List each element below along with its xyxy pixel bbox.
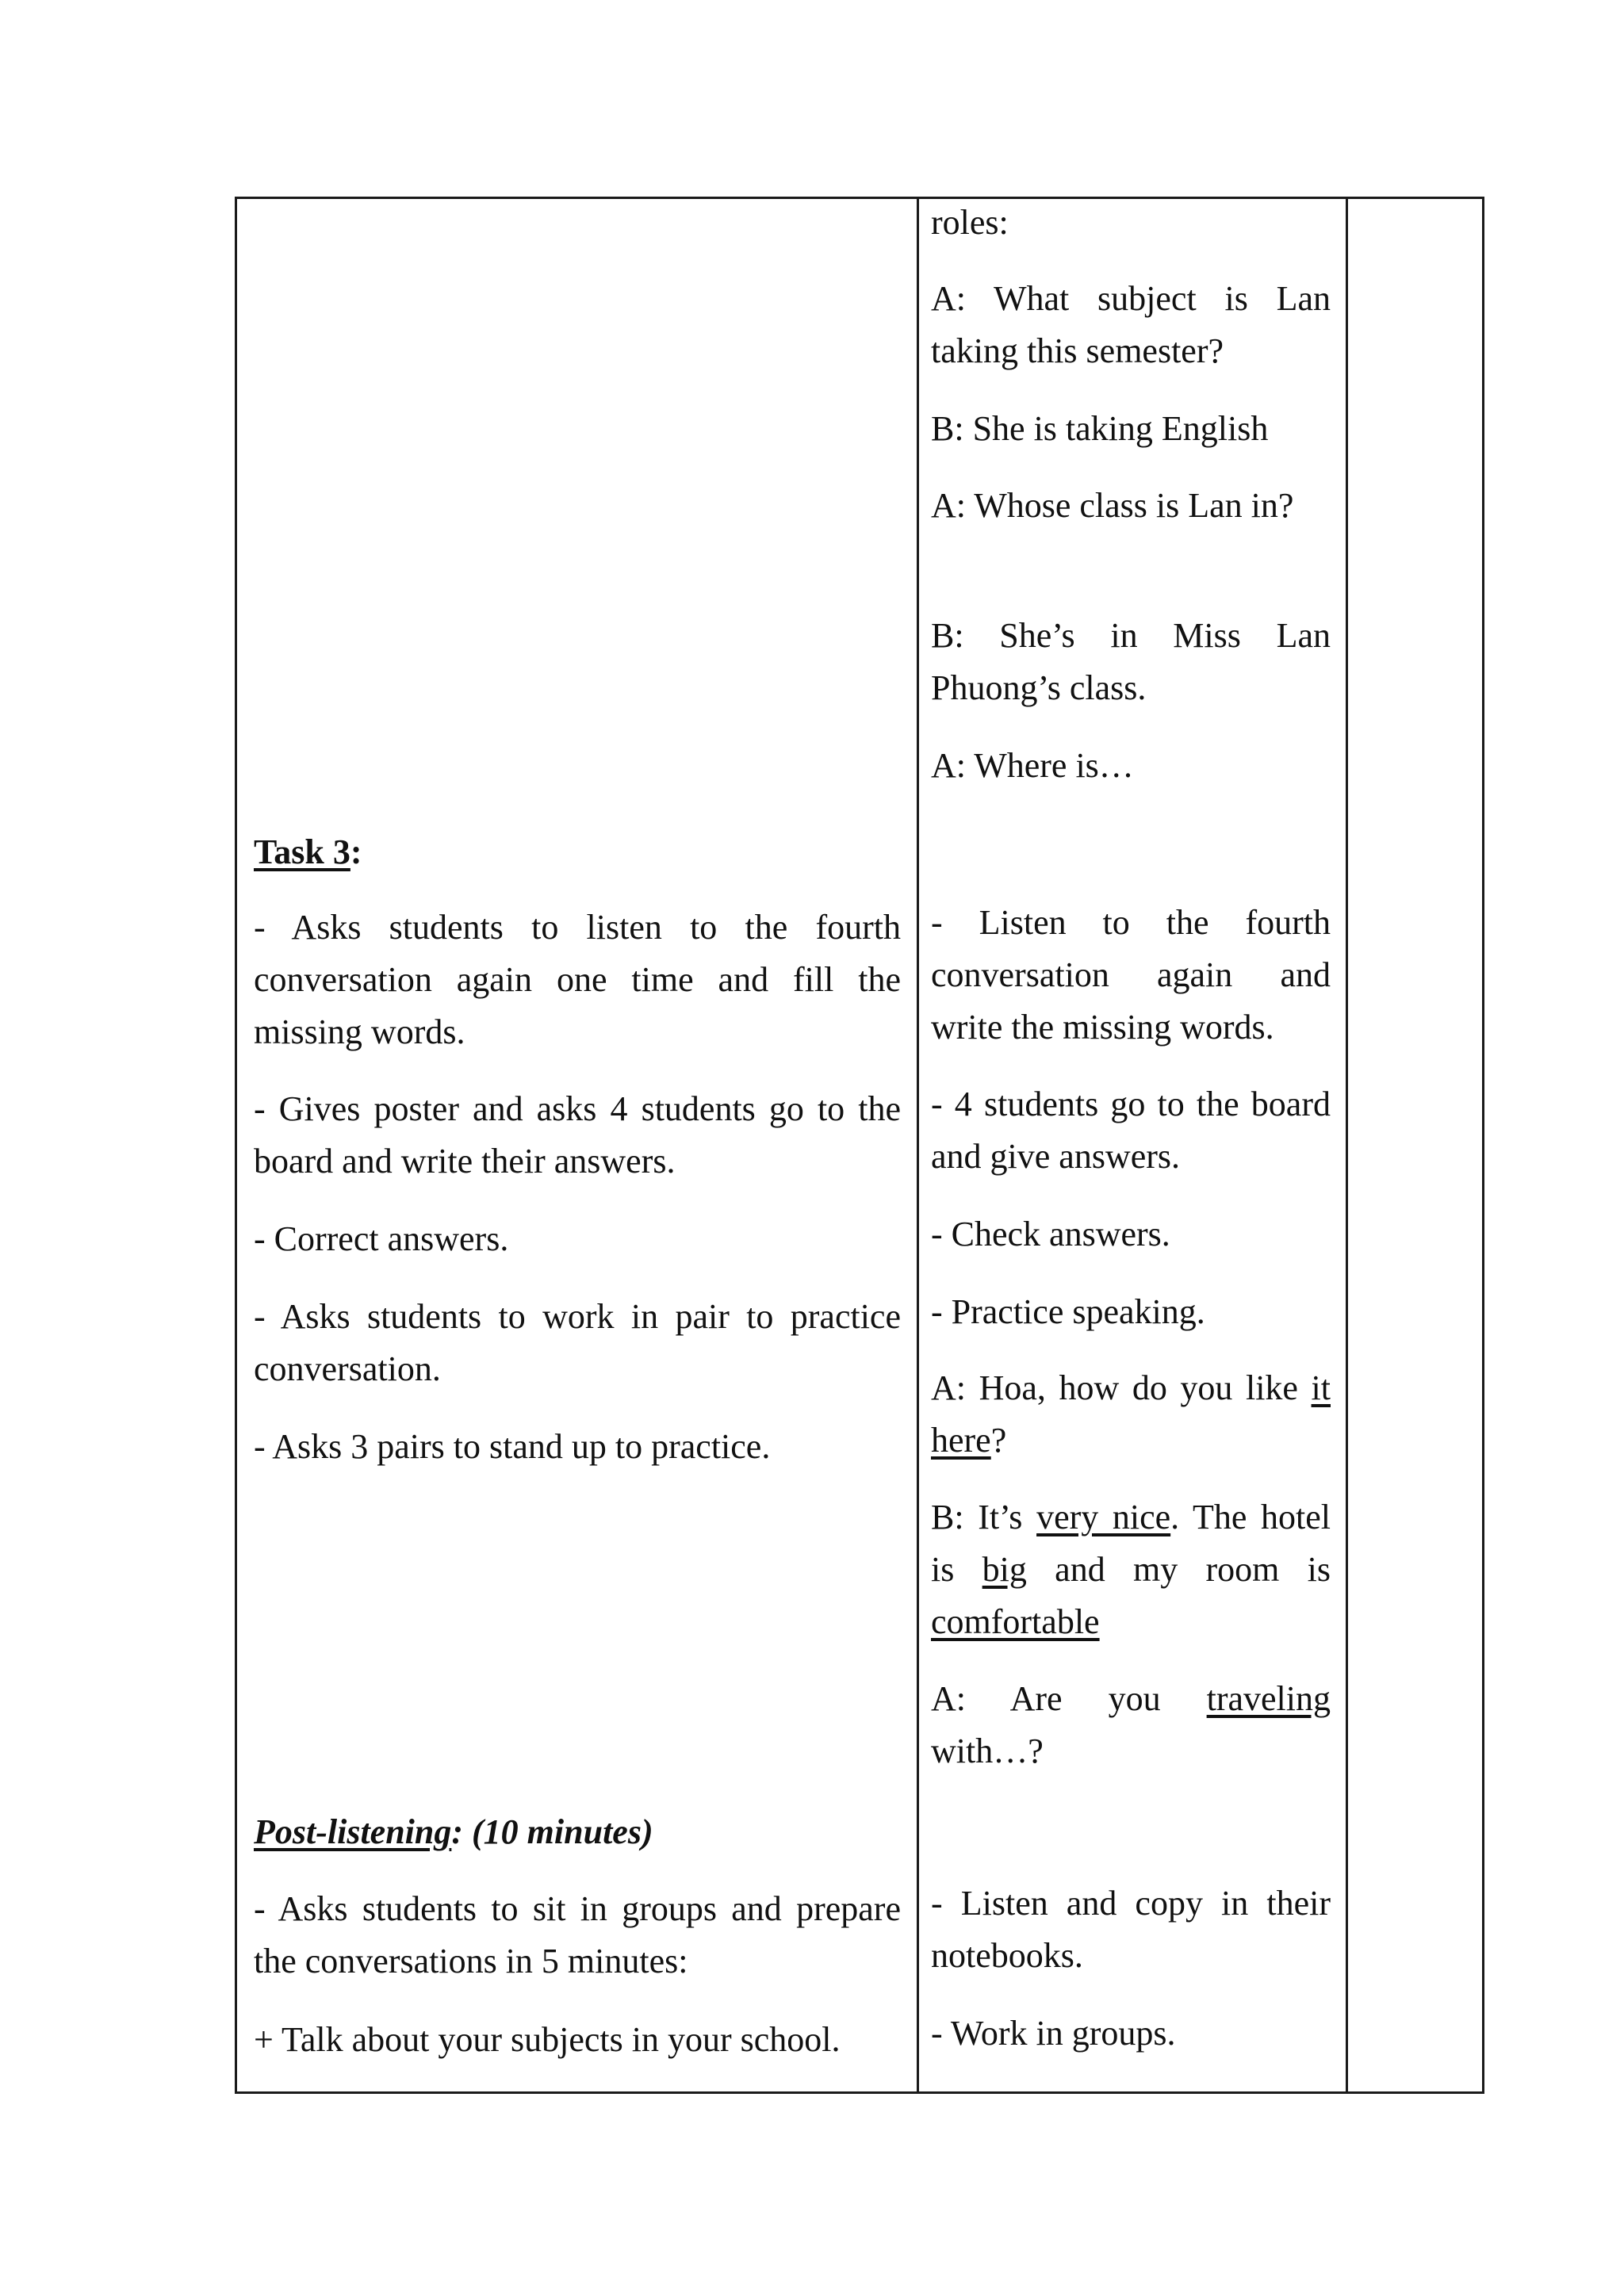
- dialogue-line-a3: A: Where is…: [931, 746, 1134, 785]
- dialogue-line-b1: B: She is taking English: [931, 409, 1269, 448]
- column-divider-2: [1346, 199, 1348, 2091]
- teacher-activities-column: [254, 0, 901, 2296]
- task3-heading: Task 3:: [254, 832, 362, 871]
- teacher-step-correct: - Correct answers.: [254, 1219, 509, 1258]
- column-divider-1: [917, 199, 919, 2091]
- teacher-step-pair-work: - Asks students to work in pair to practice conversation.: [254, 1297, 901, 1388]
- student-step-listen: - Listen to the fourth conversation again and write the missing words.: [931, 903, 1331, 1047]
- student-step-practice: - Practice speaking.: [931, 1292, 1205, 1331]
- student-step-board: - 4 students go to the board and give answers.: [931, 1085, 1331, 1176]
- roles-label: roles:: [931, 203, 1009, 242]
- teacher-step-groups: - Asks students to sit in groups and prepare the conversations in 5 minutes:: [254, 1889, 901, 1980]
- student-step-groups: - Work in groups.: [931, 2014, 1176, 2053]
- dialogue-fill-3: A: Are you traveling with…?: [931, 1679, 1331, 1770]
- teacher-step-talk-subjects: + Talk about your subjects in your school.: [254, 2020, 841, 2059]
- teacher-step-listen: - Asks students to listen to the fourth conversation again one time and fill the missing words.: [254, 908, 901, 1051]
- dialogue-fill-1: A: Hoa, how do you like it here?: [931, 1368, 1331, 1460]
- teacher-step-pairs-stand: - Asks 3 pairs to stand up to practice.: [254, 1427, 771, 1466]
- dialogue-line-a1: A: What subject is Lan taking this semester?: [931, 279, 1331, 370]
- teacher-step-poster: - Gives poster and asks 4 students go to the board and write their answers.: [254, 1089, 901, 1181]
- dialogue-line-a2: A: Whose class is Lan in?: [931, 486, 1294, 525]
- student-activities-column: [931, 0, 1331, 2296]
- dialogue-line-b2: B: She’s in Miss Lan Phuong’s class.: [931, 616, 1331, 707]
- post-listening-heading: Post-listening: (10 minutes): [254, 1812, 653, 1851]
- dialogue-fill-2: B: It’s very nice. The hotel is big and my room is comfortable: [931, 1498, 1331, 1641]
- student-step-copy: - Listen and copy in their notebooks.: [931, 1884, 1331, 1975]
- student-step-check: - Check answers.: [931, 1215, 1170, 1253]
